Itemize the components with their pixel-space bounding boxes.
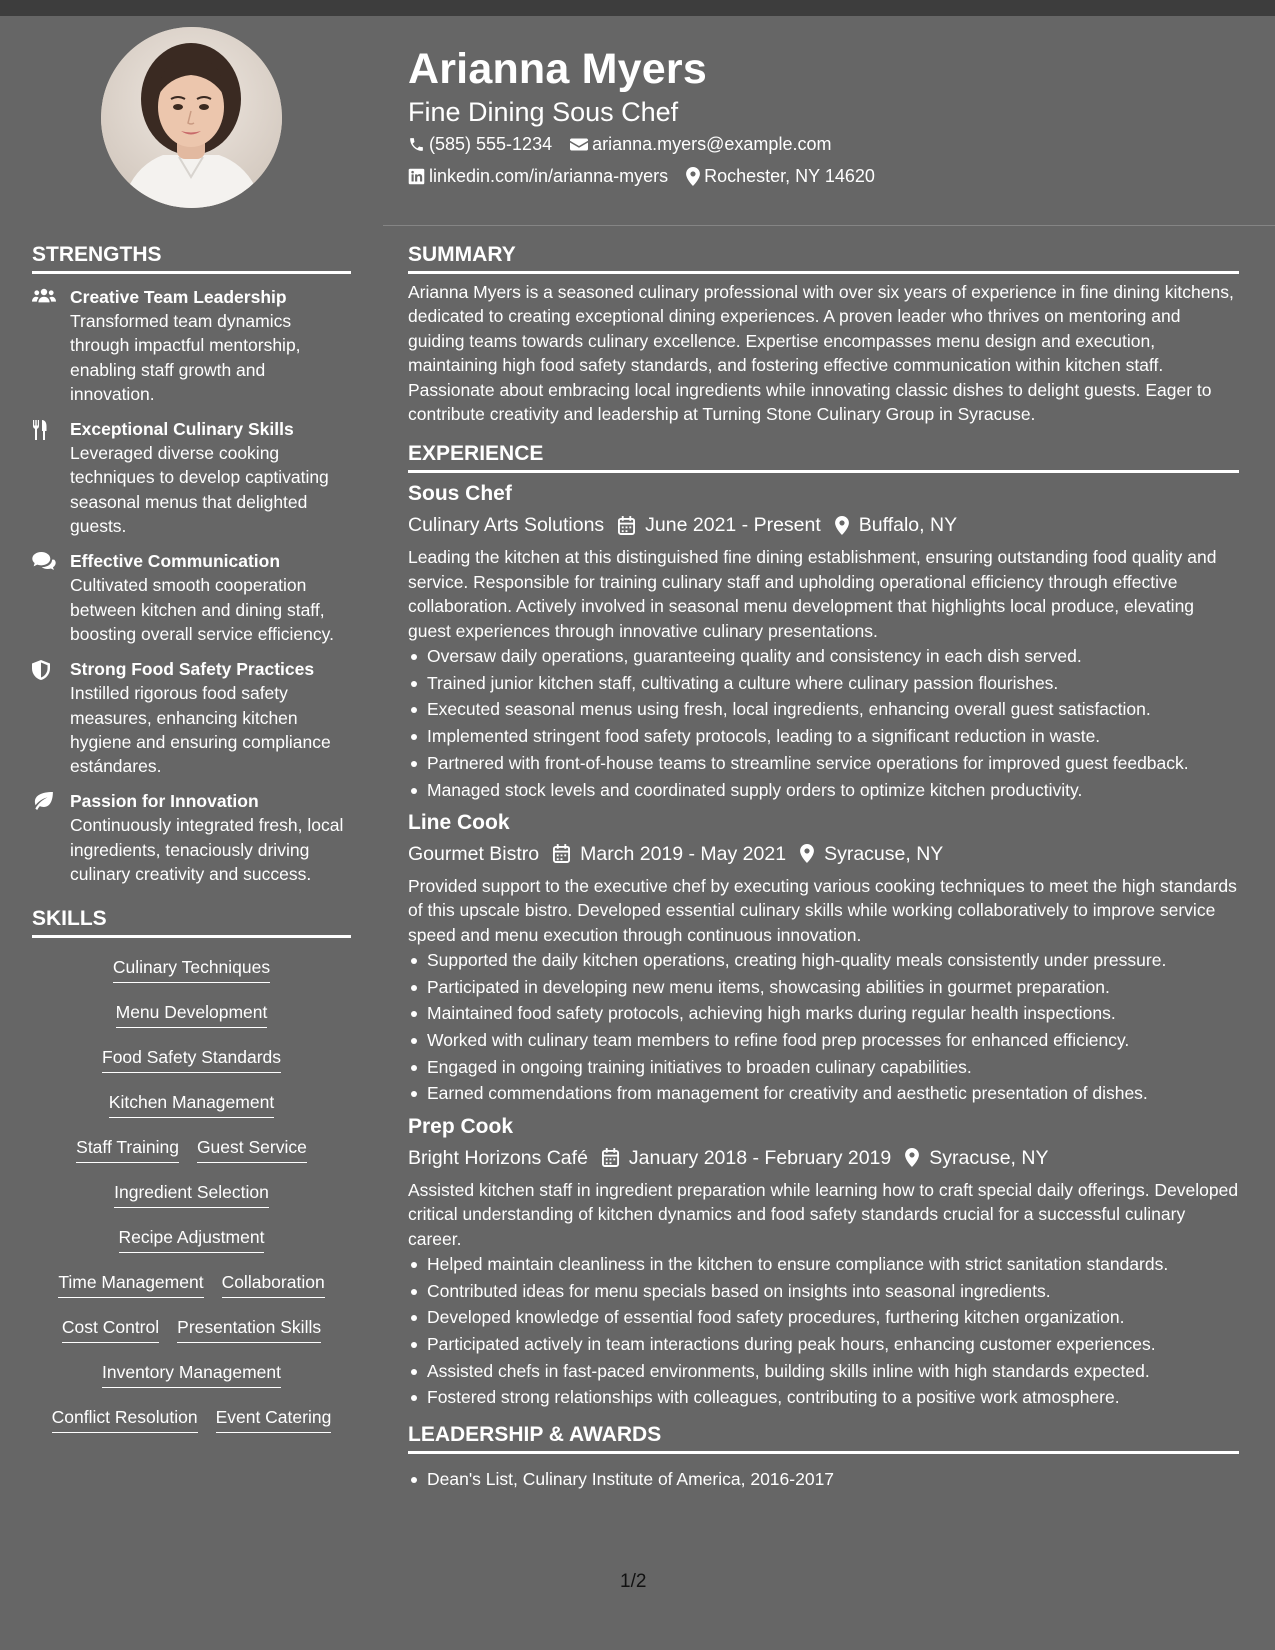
bullet-item: Participated in developing new menu items, showcasing abilities in gourmet preparation. <box>408 975 1239 999</box>
skill-tag: Presentation Skills <box>177 1316 321 1343</box>
award-item: Dean's List, Culinary Institute of America, 2016-2017 <box>408 1467 1239 1491</box>
job-company: Bright Horizons Café <box>408 1146 588 1169</box>
candidate-role: Fine Dining Sous Chef <box>408 97 679 127</box>
location-pin-icon <box>905 1148 919 1167</box>
bullet-item: Assisted chefs in fast-paced environments, building skills inline with high standards expected. <box>408 1359 1239 1383</box>
strength-item <box>32 417 351 538</box>
email-icon <box>570 137 588 152</box>
location-pin-icon <box>800 844 814 863</box>
contact-row-1 <box>408 128 1238 160</box>
strength-title: Strong Food Safety Practices <box>70 659 315 680</box>
job-dates: March 2019 - May 2021 <box>580 842 787 865</box>
bullet-item: Developed knowledge of essential food safety procedures, furthering kitchen organization. <box>408 1305 1239 1329</box>
strength-item <box>32 789 351 886</box>
skill-tag: Staff Training <box>76 1136 179 1163</box>
job-entry <box>408 1112 1239 1410</box>
bullet-item: Engaged in ongoing training initiatives to broaden culinary capabilities. <box>408 1055 1239 1079</box>
strength-desc: Transformed team dynamics through impactful mentorship, enabling staff growth and innovation. <box>70 311 301 404</box>
sidebar <box>32 242 351 1443</box>
bullet-item: Oversaw daily operations, guaranteeing quality and consistency in each dish served. <box>408 644 1239 668</box>
bullet-item: Maintained food safety protocols, achieving high marks during regular health inspections. <box>408 1001 1239 1025</box>
bullet-item: Earned commendations from management for creativity and aesthetic presentation of dishes. <box>408 1081 1239 1105</box>
candidate-name: Arianna Myers <box>408 45 707 93</box>
header-divider <box>383 225 1275 226</box>
job-dates: January 2018 - February 2019 <box>628 1146 892 1169</box>
page-number: 1/2 <box>620 1571 647 1592</box>
bullet-item: Contributed ideas for menu specials based on insights into seasonal ingredients. <box>408 1279 1239 1303</box>
job-meta <box>408 839 1239 869</box>
bullet-item: Helped maintain cleanliness in the kitchen to ensure compliance with strict sanitation standards. <box>408 1252 1239 1276</box>
summary-heading: SUMMARY <box>408 242 1239 274</box>
job-meta <box>408 1143 1239 1173</box>
skill-tag: Event Catering <box>216 1406 332 1433</box>
linkedin-icon <box>408 168 425 185</box>
bullet-item: Managed stock levels and coordinated supply orders to optimize kitchen productivity. <box>408 778 1239 802</box>
bullet-item: Partnered with front-of-house teams to streamline service operations for improved guest feedback. <box>408 751 1239 775</box>
skill-tag: Culinary Techniques <box>113 956 270 983</box>
strength-desc: Instilled rigorous food safety measures, enhancing kitchen hygiene and ensuring compliance estándares. <box>70 683 331 777</box>
job-location: Syracuse, NY <box>929 1146 1049 1169</box>
strengths-heading: STRENGTHS <box>32 242 351 274</box>
strength-item <box>32 549 351 646</box>
shield-icon <box>32 660 50 680</box>
top-bar <box>0 0 1275 16</box>
job-bullets <box>408 1252 1239 1410</box>
skill-tag: Inventory Management <box>102 1361 281 1388</box>
summary-text: Arianna Myers is a seasoned culinary professional with over six years of experience in fine dining kitchens, dedicated to creating exceptional dining experiences. A proven leader who thrives on mentoring and guiding teams towards culinary excellence. Expertise encompasses menu design and execution, maintaining high food safety standards, and fostering effective communication within kitchen staff. Passionate about embracing local ingredients while innovating classic dishes to delight guests. Eager to contribute creativity and leadership at Turning Stone Culinary Group in Syracuse. <box>408 282 1234 425</box>
job-location: Buffalo, NY <box>858 514 958 537</box>
skill-tag: Recipe Adjustment <box>119 1226 265 1253</box>
resume-header <box>408 42 1238 192</box>
skill-tag: Time Management <box>58 1271 203 1298</box>
job-title: Sous Chef <box>408 482 512 506</box>
team-icon <box>32 288 56 304</box>
strength-item <box>32 657 351 778</box>
location-text: Rochester, NY 14620 <box>704 165 875 186</box>
bullet-item: Fostered strong relationships with colleagues, contributing to a positive work atmosphere. <box>408 1385 1239 1409</box>
location-contact <box>686 166 875 187</box>
linkedin-text: linkedin.com/in/arianna-myers <box>429 165 669 186</box>
skill-tag: Conflict Resolution <box>52 1406 198 1433</box>
bullet-item: Implemented stringent food safety protocols, leading to a significant reduction in waste. <box>408 724 1239 748</box>
contact-row-2 <box>408 160 1238 192</box>
job-title: Line Cook <box>408 810 510 834</box>
linkedin-contact[interactable] <box>408 166 668 187</box>
location-pin-icon <box>835 516 849 535</box>
calendar-icon <box>618 516 635 535</box>
awards-heading: LEADERSHIP & AWARDS <box>408 1422 1239 1454</box>
bullet-item: Executed seasonal menus using fresh, local ingredients, enhancing overall guest satisfaction. <box>408 697 1239 721</box>
job-company: Gourmet Bistro <box>408 842 540 865</box>
job-title: Prep Cook <box>408 1114 514 1138</box>
skill-tag: Ingredient Selection <box>114 1181 269 1208</box>
skills-list <box>32 948 351 1443</box>
calendar-icon <box>553 844 570 863</box>
email-text: arianna.myers@example.com <box>592 133 832 154</box>
skill-tag: Kitchen Management <box>109 1091 274 1118</box>
job-location: Syracuse, NY <box>824 842 944 865</box>
skill-tag: Collaboration <box>222 1271 325 1298</box>
phone-text: (585) 555-1234 <box>429 133 553 154</box>
utensils-icon <box>32 420 48 440</box>
strength-item <box>32 285 351 406</box>
comments-icon <box>32 552 56 570</box>
strength-title: Effective Communication <box>70 551 281 572</box>
strength-title: Exceptional Culinary Skills <box>70 419 294 440</box>
main-column <box>408 242 1239 1493</box>
strength-desc: Continuously integrated fresh, local ingredients, tenaciously driving culinary creativity and success. <box>70 815 344 885</box>
experience-heading: EXPERIENCE <box>408 441 1239 473</box>
skill-tag: Menu Development <box>116 1001 268 1028</box>
profile-photo <box>101 27 282 208</box>
location-pin-icon <box>686 167 700 186</box>
job-entry <box>408 808 1239 1106</box>
strength-title: Passion for Innovation <box>70 791 259 812</box>
awards-list <box>408 1467 1239 1491</box>
job-description: Provided support to the executive chef by executing various cooking techniques to meet the high standards of this upscale bistro. Developed essential culinary skills while working collaboratively to improve service speed and menu execution through continuous innovation. <box>408 875 1237 945</box>
calendar-icon <box>602 1148 619 1167</box>
bullet-item: Participated actively in team interactions during peak hours, enhancing customer experiences. <box>408 1332 1239 1356</box>
bullet-item: Trained junior kitchen staff, cultivating a culture where culinary passion flourishes. <box>408 671 1239 695</box>
strength-desc: Leveraged diverse cooking techniques to develop captivating seasonal menus that delighted guests. <box>70 443 329 537</box>
job-dates: June 2021 - Present <box>645 514 821 537</box>
skill-tag: Cost Control <box>62 1316 159 1343</box>
strength-desc: Cultivated smooth cooperation between kitchen and dining staff, boosting overall service efficiency. <box>70 575 334 644</box>
leaf-icon <box>32 792 54 810</box>
job-description: Assisted kitchen staff in ingredient preparation while learning how to craft special daily offerings. Developed critical understanding of kitchen dynamics and food safety standards crucial for a successful culinary career. <box>408 1179 1239 1249</box>
phone-contact[interactable] <box>408 134 552 155</box>
email-contact[interactable] <box>570 134 831 155</box>
job-entry <box>408 479 1239 801</box>
skills-heading: SKILLS <box>32 906 351 938</box>
job-company: Culinary Arts Solutions <box>408 514 605 537</box>
job-meta <box>408 510 1239 540</box>
job-bullets <box>408 948 1239 1106</box>
skill-tag: Food Safety Standards <box>102 1046 281 1073</box>
phone-icon <box>408 136 425 153</box>
bullet-item: Worked with culinary team members to refine food prep processes for enhanced efficiency. <box>408 1028 1239 1052</box>
job-description: Leading the kitchen at this distinguished fine dining establishment, ensuring outstanding food quality and service. Responsible for training culinary staff and upholding operational efficiency through effective collaboration. Actively involved in seasonal menu development that highlights local produce, elevating guest experiences through innovative culinary presentations. <box>408 547 1217 641</box>
bullet-item: Supported the daily kitchen operations, creating high-quality meals consistently under pressure. <box>408 948 1239 972</box>
strength-title: Creative Team Leadership <box>70 287 287 307</box>
job-bullets <box>408 644 1239 802</box>
skill-tag: Guest Service <box>197 1136 307 1163</box>
